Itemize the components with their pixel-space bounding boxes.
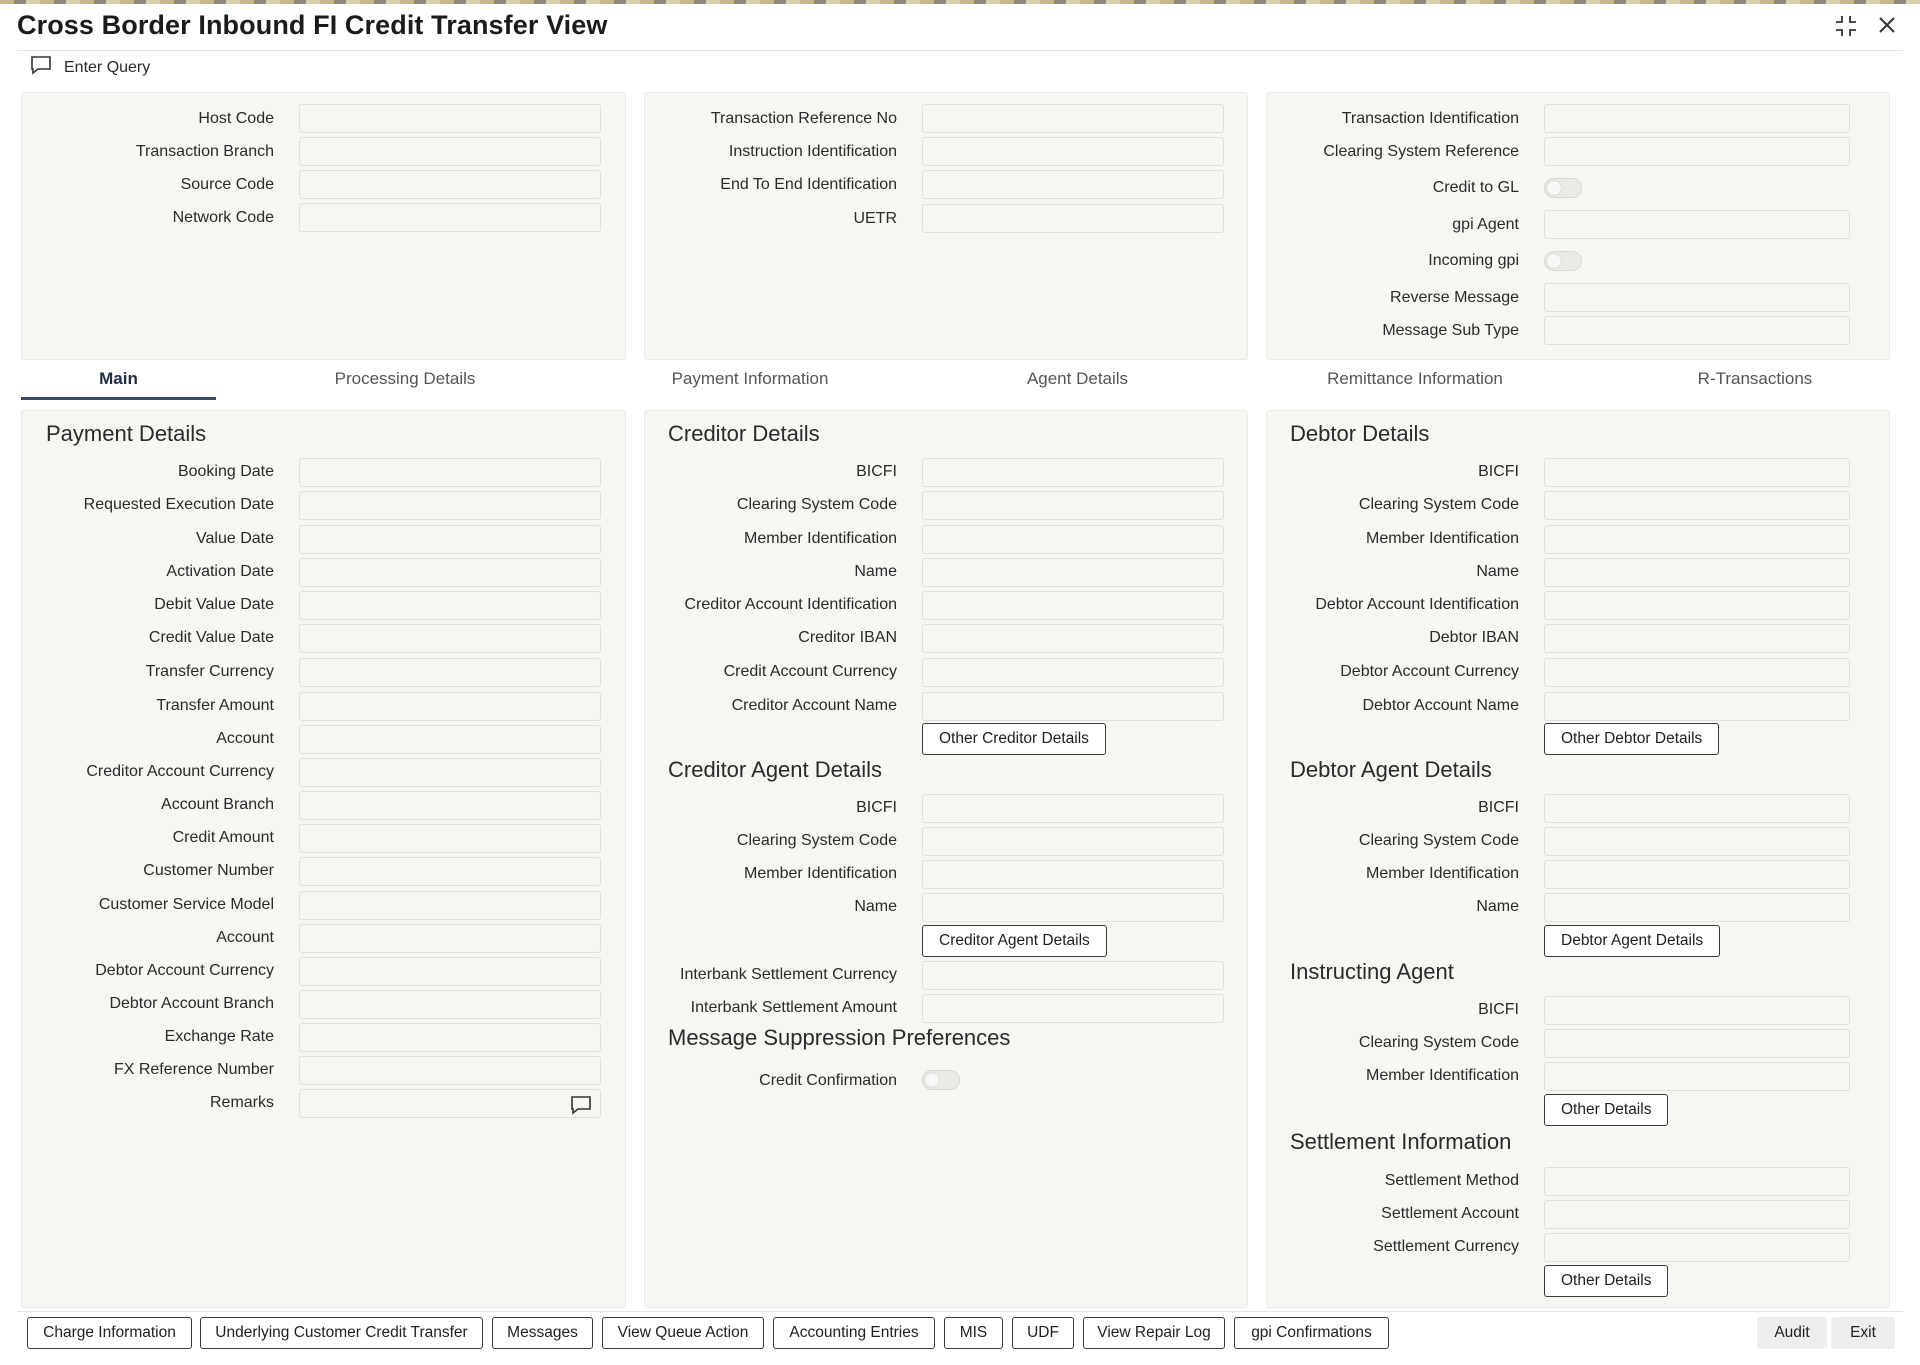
field-label: BICFI <box>856 463 897 480</box>
field-label: Reverse Message <box>1390 289 1519 306</box>
field-label: Member Identification <box>1366 865 1519 882</box>
field-label: Transaction Identification <box>1341 110 1519 127</box>
field-label: Transaction Reference No <box>710 110 897 127</box>
field-label: BICFI <box>1478 799 1519 816</box>
field-label: Member Identification <box>1366 530 1519 547</box>
view-repair-log-button[interactable]: View Repair Log <box>1083 1317 1225 1349</box>
field-label: Network Code <box>172 209 274 226</box>
field-label: Clearing System Code <box>736 832 897 849</box>
gpi-agent-input[interactable] <box>1544 210 1850 239</box>
instruction-identification-input[interactable] <box>922 137 1224 166</box>
field-label: FX Reference Number <box>113 1061 274 1078</box>
gpi-confirmations-button[interactable]: gpi Confirmations <box>1234 1317 1389 1349</box>
field-label: Settlement Method <box>1384 1172 1519 1189</box>
tab-agent-details[interactable]: Agent Details <box>1026 369 1129 388</box>
exchange-rate-input[interactable] <box>299 1023 601 1052</box>
active-tab-indicator <box>21 397 216 400</box>
remarks-chat-icon[interactable] <box>570 1095 592 1119</box>
instructing-agent-title: Instructing Agent <box>1290 959 1454 984</box>
credit-confirmation-label: Credit Confirmation <box>759 1072 897 1089</box>
account-input[interactable] <box>299 725 601 754</box>
field-label: Customer Service Model <box>98 896 274 913</box>
credit-value-date-input[interactable] <box>299 624 601 653</box>
debtor-account-input[interactable] <box>299 924 601 953</box>
debtor-agent-details-button[interactable]: Debtor Agent Details <box>1544 925 1720 957</box>
activation-date-input[interactable] <box>299 558 601 587</box>
account-branch-input[interactable] <box>299 791 601 820</box>
field-label: Credit Amount <box>172 829 274 846</box>
creditor-account-identification-input[interactable] <box>922 591 1224 620</box>
field-label: Transaction Branch <box>135 143 274 160</box>
tab-r-transactions[interactable]: R-Transactions <box>1697 369 1813 388</box>
field-label: Debtor Account Currency <box>1340 663 1519 680</box>
transaction-branch-input[interactable] <box>299 137 601 166</box>
charge-information-button[interactable]: Charge Information <box>27 1317 192 1349</box>
top-decoration-strip <box>0 0 1920 4</box>
field-label: Settlement Account <box>1381 1205 1519 1222</box>
field-label: Clearing System Code <box>736 496 897 513</box>
field-label: Account <box>216 730 274 747</box>
customer-service-model-input[interactable] <box>299 891 601 920</box>
other-creditor-details-button[interactable]: Other Creditor Details <box>922 723 1106 755</box>
creditor-clearing-system-code-input[interactable] <box>922 491 1224 520</box>
debtor-name-input[interactable] <box>1544 558 1850 587</box>
field-label: Incoming gpi <box>1428 252 1519 269</box>
settlement-account-input[interactable] <box>1544 1200 1850 1229</box>
field-label: gpi Agent <box>1452 216 1519 233</box>
creditor-name-input[interactable] <box>922 558 1224 587</box>
credit-confirmation-toggle[interactable] <box>922 1070 960 1090</box>
creditor-agent-bicfi-input[interactable] <box>922 794 1224 823</box>
creditor-bicfi-input[interactable] <box>922 458 1224 487</box>
debtor-agent-clearing-system-code-input[interactable] <box>1544 827 1850 856</box>
field-label: Name <box>854 898 897 915</box>
enter-query-label: Enter Query <box>64 58 151 76</box>
field-label: Creditor Account Name <box>731 697 897 714</box>
debtor-bicfi-input[interactable] <box>1544 458 1850 487</box>
debtor-member-identification-input[interactable] <box>1544 525 1850 554</box>
host-code-input[interactable] <box>299 104 601 133</box>
field-label: Instruction Identification <box>728 143 897 160</box>
instructing-agent-other-details-button[interactable]: Other Details <box>1544 1094 1668 1126</box>
value-date-input[interactable] <box>299 525 601 554</box>
field-label: Message Sub Type <box>1382 322 1519 339</box>
debtor-account-currency-input-2[interactable] <box>1544 658 1850 687</box>
transaction-reference-input[interactable] <box>922 104 1224 133</box>
field-label: Debtor Account Currency <box>95 962 274 979</box>
tab-payment-information[interactable]: Payment Information <box>671 369 829 388</box>
debtor-account-branch-input[interactable] <box>299 990 601 1019</box>
field-label: Creditor Account Identification <box>684 596 897 613</box>
uetr-input[interactable] <box>922 204 1224 233</box>
messages-button[interactable]: Messages <box>492 1317 593 1349</box>
settlement-method-input[interactable] <box>1544 1167 1850 1196</box>
field-label: Credit Account Currency <box>723 663 897 680</box>
field-label: Settlement Currency <box>1373 1238 1519 1255</box>
debtor-account-name-input[interactable] <box>1544 692 1850 721</box>
creditor-agent-member-identification-input[interactable] <box>922 860 1224 889</box>
field-label: Member Identification <box>744 530 897 547</box>
field-label: Value Date <box>196 530 274 547</box>
field-label: Clearing System Code <box>1358 496 1519 513</box>
view-queue-action-button[interactable]: View Queue Action <box>602 1317 764 1349</box>
field-label: Account Branch <box>161 796 274 813</box>
transfer-currency-input[interactable] <box>299 658 601 687</box>
message-suppression-title: Message Suppression Preferences <box>668 1025 1011 1050</box>
instructing-agent-member-identification-input[interactable] <box>1544 1062 1850 1091</box>
settlement-information-title: Settlement Information <box>1290 1129 1512 1154</box>
customer-number-input[interactable] <box>299 857 601 886</box>
field-label: Clearing System Code <box>1358 1034 1519 1051</box>
creditor-agent-name-input[interactable] <box>922 893 1224 922</box>
field-label: Name <box>1476 563 1519 580</box>
debtor-agent-member-identification-input[interactable] <box>1544 860 1850 889</box>
debtor-iban-input[interactable] <box>1544 624 1850 653</box>
debtor-details-title: Debtor Details <box>1290 421 1430 446</box>
creditor-agent-details-title: Creditor Agent Details <box>668 757 882 782</box>
field-label: Creditor Account Currency <box>86 763 274 780</box>
source-code-input[interactable] <box>299 170 601 199</box>
field-label: Account <box>216 929 274 946</box>
creditor-details-title: Creditor Details <box>668 421 820 446</box>
field-label: Interbank Settlement Currency <box>680 966 897 983</box>
reverse-message-input[interactable] <box>1544 283 1850 312</box>
chat-icon <box>30 55 52 80</box>
clearing-system-reference-input[interactable] <box>1544 137 1850 166</box>
window-title: Cross Border Inbound FI Credit Transfer View <box>17 10 608 40</box>
creditor-iban-input[interactable] <box>922 624 1224 653</box>
close-icon[interactable] <box>1876 14 1898 43</box>
interbank-settlement-currency-input[interactable] <box>922 961 1224 990</box>
field-label: Interbank Settlement Amount <box>690 999 897 1016</box>
debtor-agent-details-title: Debtor Agent Details <box>1290 757 1492 782</box>
field-label: Member Identification <box>744 865 897 882</box>
enter-query-button[interactable] <box>30 55 150 80</box>
title-divider <box>17 50 1903 51</box>
instructing-agent-bicfi-input[interactable] <box>1544 996 1850 1025</box>
settlement-currency-input[interactable] <box>1544 1233 1850 1262</box>
field-label: Exchange Rate <box>164 1028 274 1045</box>
tab-main[interactable]: Main <box>99 369 138 388</box>
transfer-amount-input[interactable] <box>299 692 601 721</box>
debtor-clearing-system-code-input[interactable] <box>1544 491 1850 520</box>
field-label: Booking Date <box>177 463 274 480</box>
udf-button[interactable]: UDF <box>1012 1317 1074 1349</box>
field-label: Transfer Currency <box>145 663 274 680</box>
booking-date-input[interactable] <box>299 458 601 487</box>
interbank-settlement-amount-input[interactable] <box>922 994 1224 1023</box>
network-code-input[interactable] <box>299 203 601 232</box>
settlement-other-details-button[interactable]: Other Details <box>1544 1265 1668 1297</box>
mis-button[interactable]: MIS <box>944 1317 1003 1349</box>
creditor-account-name-input[interactable] <box>922 692 1224 721</box>
exit-button[interactable]: Exit <box>1831 1317 1895 1349</box>
fx-reference-number-input[interactable] <box>299 1056 601 1085</box>
field-label: Activation Date <box>166 563 274 580</box>
remarks-field[interactable] <box>299 1089 601 1118</box>
tab-processing-details[interactable]: Processing Details <box>334 369 476 388</box>
field-label: BICFI <box>1478 463 1519 480</box>
field-label: Debtor IBAN <box>1429 629 1519 646</box>
debtor-agent-name-input[interactable] <box>1544 893 1850 922</box>
field-label: Clearing System Reference <box>1323 143 1519 160</box>
credit-amount-input[interactable] <box>299 824 601 853</box>
instructing-agent-clearing-system-code-input[interactable] <box>1544 1029 1850 1058</box>
debtor-agent-bicfi-input[interactable] <box>1544 794 1850 823</box>
field-label: Credit to GL <box>1432 179 1519 196</box>
field-label: Remarks <box>209 1094 274 1111</box>
requested-execution-date-input[interactable] <box>299 491 601 520</box>
field-label: Debtor Account Branch <box>109 995 274 1012</box>
field-label: Name <box>1476 898 1519 915</box>
minimize-icon[interactable] <box>1834 14 1858 43</box>
accounting-entries-button[interactable]: Accounting Entries <box>773 1317 935 1349</box>
field-label: Requested Execution Date <box>83 496 274 513</box>
field-label: End To End Identification <box>720 176 897 193</box>
other-debtor-details-button[interactable]: Other Debtor Details <box>1544 723 1719 755</box>
creditor-account-currency-input[interactable] <box>299 758 601 787</box>
field-label: Host Code <box>198 110 274 127</box>
credit-to-gl-toggle[interactable] <box>1544 178 1582 198</box>
field-label: UETR <box>853 210 897 227</box>
incoming-gpi-toggle[interactable] <box>1544 251 1582 271</box>
creditor-agent-details-button[interactable]: Creditor Agent Details <box>922 925 1107 957</box>
field-label: Source Code <box>180 176 274 193</box>
payment-details-title: Payment Details <box>46 421 207 446</box>
creditor-agent-clearing-system-code-input[interactable] <box>922 827 1224 856</box>
debtor-account-currency-input[interactable] <box>299 957 601 986</box>
transaction-identification-input[interactable] <box>1544 104 1850 133</box>
debtor-account-identification-input[interactable] <box>1544 591 1850 620</box>
message-sub-type-input[interactable] <box>1544 316 1850 345</box>
tab-remittance-information[interactable]: Remittance Information <box>1327 369 1503 388</box>
debit-value-date-input[interactable] <box>299 591 601 620</box>
field-label: BICFI <box>1478 1001 1519 1018</box>
field-label: Debtor Account Name <box>1362 697 1519 714</box>
field-label: Creditor IBAN <box>798 629 897 646</box>
field-label: Customer Number <box>143 862 274 879</box>
window-controls <box>1834 14 1898 43</box>
field-label: Name <box>854 563 897 580</box>
field-label: Member Identification <box>1366 1067 1519 1084</box>
footer-divider <box>17 1311 1903 1312</box>
creditor-member-identification-input[interactable] <box>922 525 1224 554</box>
field-label: Transfer Amount <box>156 697 274 714</box>
field-label: BICFI <box>856 799 897 816</box>
field-label: Debtor Account Identification <box>1315 596 1519 613</box>
credit-account-currency-input[interactable] <box>922 658 1224 687</box>
field-label: Debit Value Date <box>154 596 274 613</box>
field-label: Credit Value Date <box>148 629 274 646</box>
underlying-customer-credit-transfer-button[interactable]: Underlying Customer Credit Transfer <box>200 1317 483 1349</box>
audit-button[interactable]: Audit <box>1757 1317 1827 1349</box>
end-to-end-identification-input[interactable] <box>922 170 1224 199</box>
field-label: Clearing System Code <box>1358 832 1519 849</box>
